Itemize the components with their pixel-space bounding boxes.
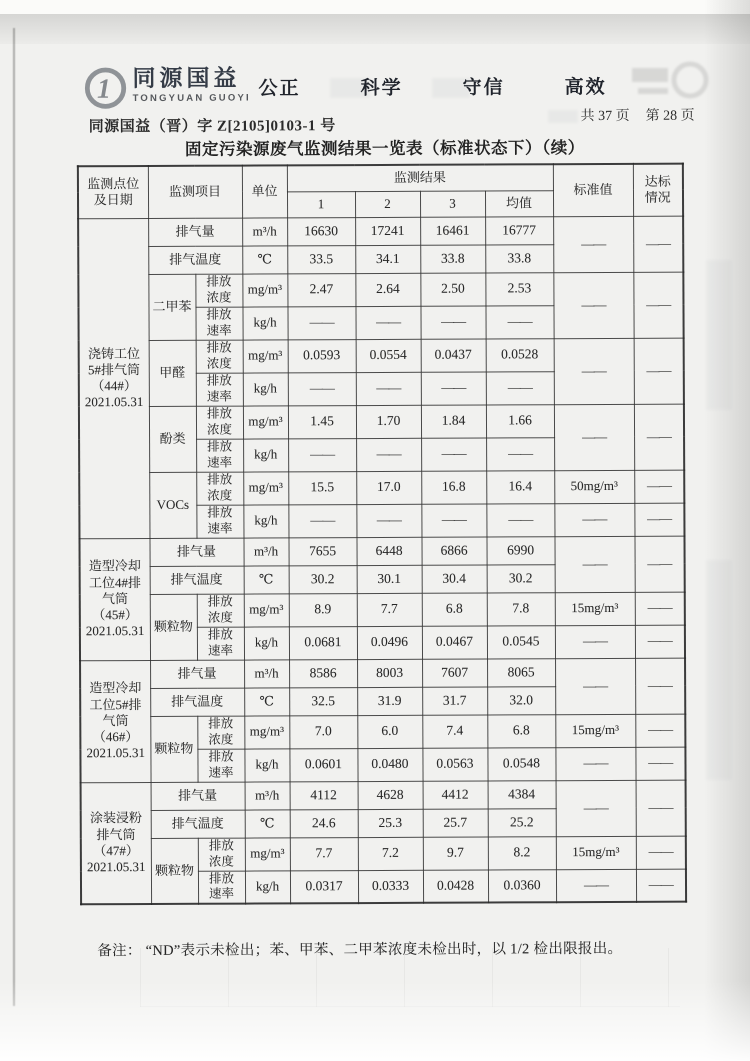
table-cell: 4628 [358, 781, 423, 809]
table-cell: 16777 [485, 216, 553, 244]
table-cell: 8.2 [488, 836, 556, 869]
table-cell: —— [355, 306, 420, 339]
table-cell: 32.5 [289, 687, 357, 715]
table-cell: 9.7 [423, 837, 488, 870]
table-cell: 33.5 [287, 245, 355, 273]
table-cell: —— [287, 306, 355, 339]
table-cell: VOCs [149, 472, 196, 538]
table-cell: —— [554, 338, 634, 404]
table-cell: —— [634, 503, 684, 536]
table-cell: 2.53 [485, 272, 553, 305]
slogan [258, 72, 606, 101]
brand-block [132, 64, 251, 105]
table-cell: 1.84 [421, 405, 486, 438]
table-cell: 30.2 [289, 565, 357, 593]
table-cell: 32.0 [487, 686, 555, 714]
table-cell: 25.7 [423, 809, 488, 837]
table-cell: 排放 速率 [196, 373, 243, 406]
table-cell: 0.0333 [358, 870, 423, 903]
table-cell: —— [554, 503, 634, 536]
table-header-cell: 单位 [242, 165, 287, 217]
table-cell: 16630 [287, 217, 355, 245]
table-cell: 0.0428 [423, 870, 488, 903]
table-cell: 排气温度 [148, 246, 242, 274]
table-cell: 造型冷却 工位4#排 气筒（45#） 2021.05.31 [79, 538, 150, 660]
table-cell: 4112 [290, 781, 358, 809]
table-cell: 排气温度 [150, 566, 244, 594]
page-current: 第 28 页 [645, 108, 695, 124]
table-header-cell: 达标 情况 [633, 164, 683, 216]
table-cell: 排放 浓度 [196, 472, 243, 505]
table-cell: 甲醛 [149, 340, 196, 406]
table-cell: 排气量 [151, 782, 245, 810]
table-cell: ℃ [245, 809, 290, 837]
table-cell: 浇铸工位 5#排气筒 （44#） 2021.05.31 [78, 218, 149, 538]
table-cell: —— [356, 438, 421, 471]
table-cell: kg/h [245, 870, 290, 903]
table-cell: 34.1 [355, 245, 420, 273]
table-cell: 8003 [357, 659, 422, 687]
table-cell: —— [421, 438, 486, 471]
table-cell: 1.45 [288, 405, 356, 438]
table-cell: mg/m³ [243, 405, 288, 438]
table-cell: 4384 [488, 780, 556, 808]
table-header-cell: 监测项目 [148, 166, 242, 218]
table-cell: kg/h [242, 306, 287, 339]
table-cell: 酚类 [149, 406, 196, 472]
table-cell: 排放 速率 [196, 439, 243, 472]
table-cell: —— [485, 305, 553, 338]
table-cell: —— [356, 504, 421, 537]
table-cell: 7.8 [487, 592, 555, 625]
table-cell: —— [635, 747, 685, 780]
table-cell: 15mg/m³ [555, 592, 635, 625]
svg-text:1: 1 [96, 73, 111, 105]
table-cell: m³/h [242, 217, 287, 245]
table-cell: 0.0528 [486, 338, 554, 371]
table-cell: 8586 [289, 659, 357, 687]
table-cell: 30.2 [487, 564, 555, 592]
table-cell: kg/h [244, 626, 289, 659]
table-cell: m³/h [244, 659, 289, 687]
table-cell: 排放 速率 [197, 749, 244, 782]
table-cell: 31.7 [422, 687, 487, 715]
table-cell: 0.0360 [488, 869, 556, 902]
table-cell: —— [486, 503, 554, 536]
table-header-cell: 均值 [485, 190, 553, 216]
table-cell: 0.0437 [421, 339, 486, 372]
table-cell: 7607 [422, 659, 487, 687]
slogan-word: 守信 [462, 77, 505, 99]
table-cell: 排放 浓度 [197, 594, 244, 627]
table-cell: 排气量 [150, 660, 244, 688]
table-cell: 造型冷却 工位5#排 气筒（46#） 2021.05.31 [80, 660, 151, 782]
table-cell: 排放 速率 [198, 871, 245, 904]
table-cell: —— [556, 869, 636, 902]
table-cell: kg/h [244, 748, 289, 781]
brand-name: 同源国益 [132, 64, 241, 92]
table-cell: 16.4 [486, 470, 554, 503]
table-cell: 颗粒物 [151, 838, 198, 904]
table-cell: —— [554, 536, 634, 592]
table-cell: 15.5 [288, 471, 356, 504]
table-cell: 7.0 [289, 715, 357, 748]
table-cell: 7655 [288, 537, 356, 565]
slogan-word: 公正 [258, 78, 301, 100]
table-cell: 7.4 [422, 715, 487, 748]
table-cell: —— [421, 504, 486, 537]
table-header-cell: 监测结果 [287, 164, 553, 191]
table-cell: 0.0601 [289, 748, 357, 781]
table-cell: 排放 浓度 [196, 340, 243, 373]
table-cell: mg/m³ [243, 339, 288, 372]
table-cell: 16461 [420, 217, 485, 245]
table-cell: 0.0563 [422, 748, 487, 781]
table-cell: mg/m³ [244, 715, 289, 748]
table-cell: 30.1 [357, 565, 422, 593]
table-cell: 8065 [487, 658, 555, 686]
table-header-cell: 标准值 [553, 164, 633, 216]
table-cell: 排气温度 [151, 810, 245, 838]
table-header-cell: 2 [355, 191, 420, 217]
table-cell: 二甲苯 [148, 274, 195, 340]
table-cell: —— [633, 272, 683, 338]
table-cell: 15mg/m³ [555, 714, 635, 747]
table-cell: 0.0496 [357, 626, 422, 659]
table-cell: 0.0548 [487, 747, 555, 780]
table-cell: 8.9 [289, 593, 357, 626]
table-cell: 17.0 [356, 471, 421, 504]
table-cell: mg/m³ [244, 593, 289, 626]
table-cell: mg/m³ [243, 471, 288, 504]
table-cell: 0.0681 [289, 626, 357, 659]
table-cell: —— [554, 404, 634, 470]
page-title: 固定污染源废气监测结果一览表（标准状态下）（续） [184, 138, 585, 159]
table-cell: 0.0593 [288, 339, 356, 372]
table-cell: 7.7 [290, 837, 358, 870]
table-cell: 0.0467 [422, 626, 487, 659]
table-cell: —— [486, 371, 554, 404]
table-cell: —— [553, 272, 633, 338]
table-cell: 7.2 [358, 837, 423, 870]
table-cell: —— [635, 592, 685, 625]
table-cell: —— [421, 372, 486, 405]
scan-fade-bottom [0, 981, 750, 1061]
table-cell: —— [636, 836, 686, 869]
table-cell: 16.8 [421, 471, 486, 504]
table-cell: 6448 [356, 537, 421, 565]
table-cell: —— [634, 338, 684, 404]
monitoring-table-body [78, 164, 686, 905]
table-cell: kg/h [243, 372, 288, 405]
table-cell: —— [420, 306, 485, 339]
table-cell: —— [555, 658, 635, 714]
table-header-cell: 监测点位 及日期 [78, 166, 148, 218]
table-cell: —— [553, 216, 633, 272]
table-cell: —— [635, 658, 685, 714]
table-cell: —— [636, 780, 686, 836]
table-cell: —— [635, 625, 685, 658]
table-cell: 排气量 [149, 538, 243, 566]
table-cell: 排放 浓度 [198, 838, 245, 871]
table-cell: 50mg/m³ [554, 470, 634, 503]
tongyuan-logo-icon [82, 65, 128, 111]
table-cell: 33.8 [485, 244, 553, 272]
doc-number: 同源国益（晋）字 Z[2105]0103-1 号 [88, 118, 336, 136]
table-cell: 0.0545 [487, 625, 555, 658]
table-cell: 6.0 [357, 715, 422, 748]
table-cell: 25.3 [358, 809, 423, 837]
table-cell: 2.47 [287, 273, 355, 306]
table-cell: —— [555, 747, 635, 780]
table-cell: —— [288, 504, 356, 537]
table-cell: 15mg/m³ [556, 836, 636, 869]
table-cell: 0.0554 [356, 339, 421, 372]
page-total: 共 37 页 [580, 108, 630, 125]
table-cell: 1.70 [356, 405, 421, 438]
table-cell: kg/h [243, 504, 288, 537]
table-cell: 25.2 [488, 808, 556, 836]
table-cell: 排放 速率 [195, 307, 242, 340]
table-cell: ℃ [242, 245, 287, 273]
table-cell: —— [356, 372, 421, 405]
table-cell: 24.6 [290, 809, 358, 837]
table-cell: mg/m³ [242, 273, 287, 306]
slogan-word: 科学 [360, 77, 403, 100]
table-cell: ℃ [244, 687, 289, 715]
table-cell: 33.8 [420, 245, 485, 273]
table-cell: 6866 [421, 537, 486, 565]
table-cell: —— [634, 470, 684, 503]
table-cell: —— [634, 536, 684, 592]
table-cell: mg/m³ [245, 837, 290, 870]
pagination [581, 105, 695, 125]
table-cell: 排放 浓度 [196, 406, 243, 439]
table-cell: m³/h [245, 781, 290, 809]
table-cell: —— [633, 216, 683, 272]
table-cell: —— [634, 404, 684, 470]
table-cell: 2.50 [420, 273, 485, 306]
table-cell: 2.64 [355, 273, 420, 306]
table-cell: 7.7 [357, 593, 422, 626]
table-cell: 排气量 [148, 218, 242, 246]
table-cell: 颗粒物 [150, 716, 197, 782]
table-cell: 排放 浓度 [197, 716, 244, 749]
table-cell: —— [288, 372, 356, 405]
table-cell: 6990 [486, 536, 554, 564]
table-header-cell: 3 [420, 191, 485, 217]
table-cell: 排气温度 [150, 688, 244, 716]
table-cell: 31.9 [357, 687, 422, 715]
table-cell: ℃ [244, 565, 289, 593]
table-cell: m³/h [243, 537, 288, 565]
brand-name-en: TONGYUAN GUOYI [132, 92, 251, 105]
table-cell: —— [555, 625, 635, 658]
table-cell: 排放 浓度 [195, 274, 242, 307]
table-cell: 30.4 [422, 565, 487, 593]
table-cell: 排放 速率 [197, 627, 244, 660]
table-cell: 17241 [355, 217, 420, 245]
table-cell: 颗粒物 [150, 594, 197, 660]
table-cell: 涂装浸粉 排气筒 （47#） 2021.05.31 [81, 782, 152, 904]
table-cell: —— [288, 438, 356, 471]
table-cell: kg/h [243, 438, 288, 471]
table-cell: —— [636, 869, 686, 902]
monitoring-table [77, 163, 687, 906]
table-cell: 6.8 [487, 714, 555, 747]
table-header-cell: 1 [287, 191, 355, 217]
table-cell: 排放 速率 [196, 505, 243, 538]
table-note: 备注： “ND”表示未检出；苯、甲苯、二甲苯浓度未检出时，以 1/2 检出限报出。 [97, 940, 623, 960]
table-cell: 0.0317 [290, 870, 358, 903]
table-cell: —— [635, 714, 685, 747]
table-cell: 0.0480 [357, 748, 422, 781]
table-cell: —— [486, 437, 554, 470]
table-cell: —— [556, 780, 636, 836]
table-cell: 6.8 [422, 593, 487, 626]
table-cell: 1.66 [486, 404, 554, 437]
slogan-word: 高效 [564, 76, 607, 99]
table-cell: 4412 [423, 781, 488, 809]
